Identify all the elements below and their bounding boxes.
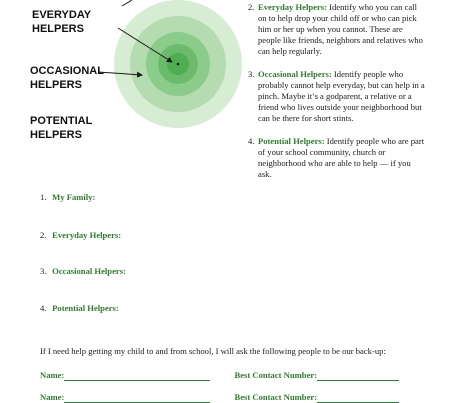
backup-sentence: If I need help getting my child to and from school, I will ask the following people to be our back-up: <box>40 346 386 356</box>
question-potential-helpers[interactable] <box>40 303 119 314</box>
backup-row-2 <box>40 392 460 403</box>
question-label: Potential Helpers: <box>52 303 119 313</box>
name-input-line[interactable] <box>64 393 210 403</box>
list-item <box>248 69 426 124</box>
question-my-family[interactable] <box>40 192 95 203</box>
question-number: 1. <box>40 192 47 202</box>
question-everyday-helpers[interactable] <box>40 230 121 241</box>
question-number: 3. <box>40 266 47 276</box>
contact-input-line[interactable] <box>317 393 399 403</box>
list-item-number: 2. <box>248 2 255 12</box>
question-label: Occasional Helpers: <box>52 266 126 276</box>
list-item-title: Potential Helpers: <box>258 136 325 146</box>
question-occasional-helpers[interactable] <box>40 266 126 277</box>
helper-types-list <box>248 2 426 180</box>
arrow-top <box>122 0 132 6</box>
list-item-text: Identify people who probably cannot help everyday, but can help in a pinch. Maybe it’s a godparent, a relative or a friend who lives outside your neighborhood but can be there for short stints. <box>258 69 425 123</box>
center-dot <box>177 63 180 66</box>
question-number: 4. <box>40 303 47 313</box>
contact-label: Best Contact Number: <box>234 392 318 402</box>
list-item-text: Identify who you can call on to help drop your child off or who can pick him or her up when you cannot. These are people like friends, neighbors and relatives who can help regularly. <box>258 2 423 56</box>
name-label: Name: <box>40 370 65 380</box>
backup-row-1 <box>40 370 460 381</box>
list-item-text: Identify people who are part of your school community, church or neighborhood who are able to help — if you ask. <box>258 136 425 179</box>
label-occasional-helpers: OCCASIONAL HELPERS <box>30 65 104 91</box>
contact-input-line[interactable] <box>317 371 399 381</box>
name-label: Name: <box>40 392 65 402</box>
list-item-title: Occasional Helpers: <box>258 69 332 79</box>
list-item-number: 3. <box>248 69 255 79</box>
list-item <box>248 2 426 57</box>
list-item-number: 4. <box>248 136 255 146</box>
contact-label: Best Contact Number: <box>234 370 318 380</box>
question-label: Everyday Helpers: <box>52 230 122 240</box>
label-potential-helpers: POTENTIAL HELPERS <box>30 115 93 141</box>
name-input-line[interactable] <box>64 371 210 381</box>
question-number: 2. <box>40 230 47 240</box>
label-everyday-helpers: EVERYDAY HELPERS <box>32 9 91 35</box>
list-item-title: Everyday Helpers: <box>258 2 327 12</box>
list-item <box>248 136 426 180</box>
question-label: My Family: <box>52 192 96 202</box>
